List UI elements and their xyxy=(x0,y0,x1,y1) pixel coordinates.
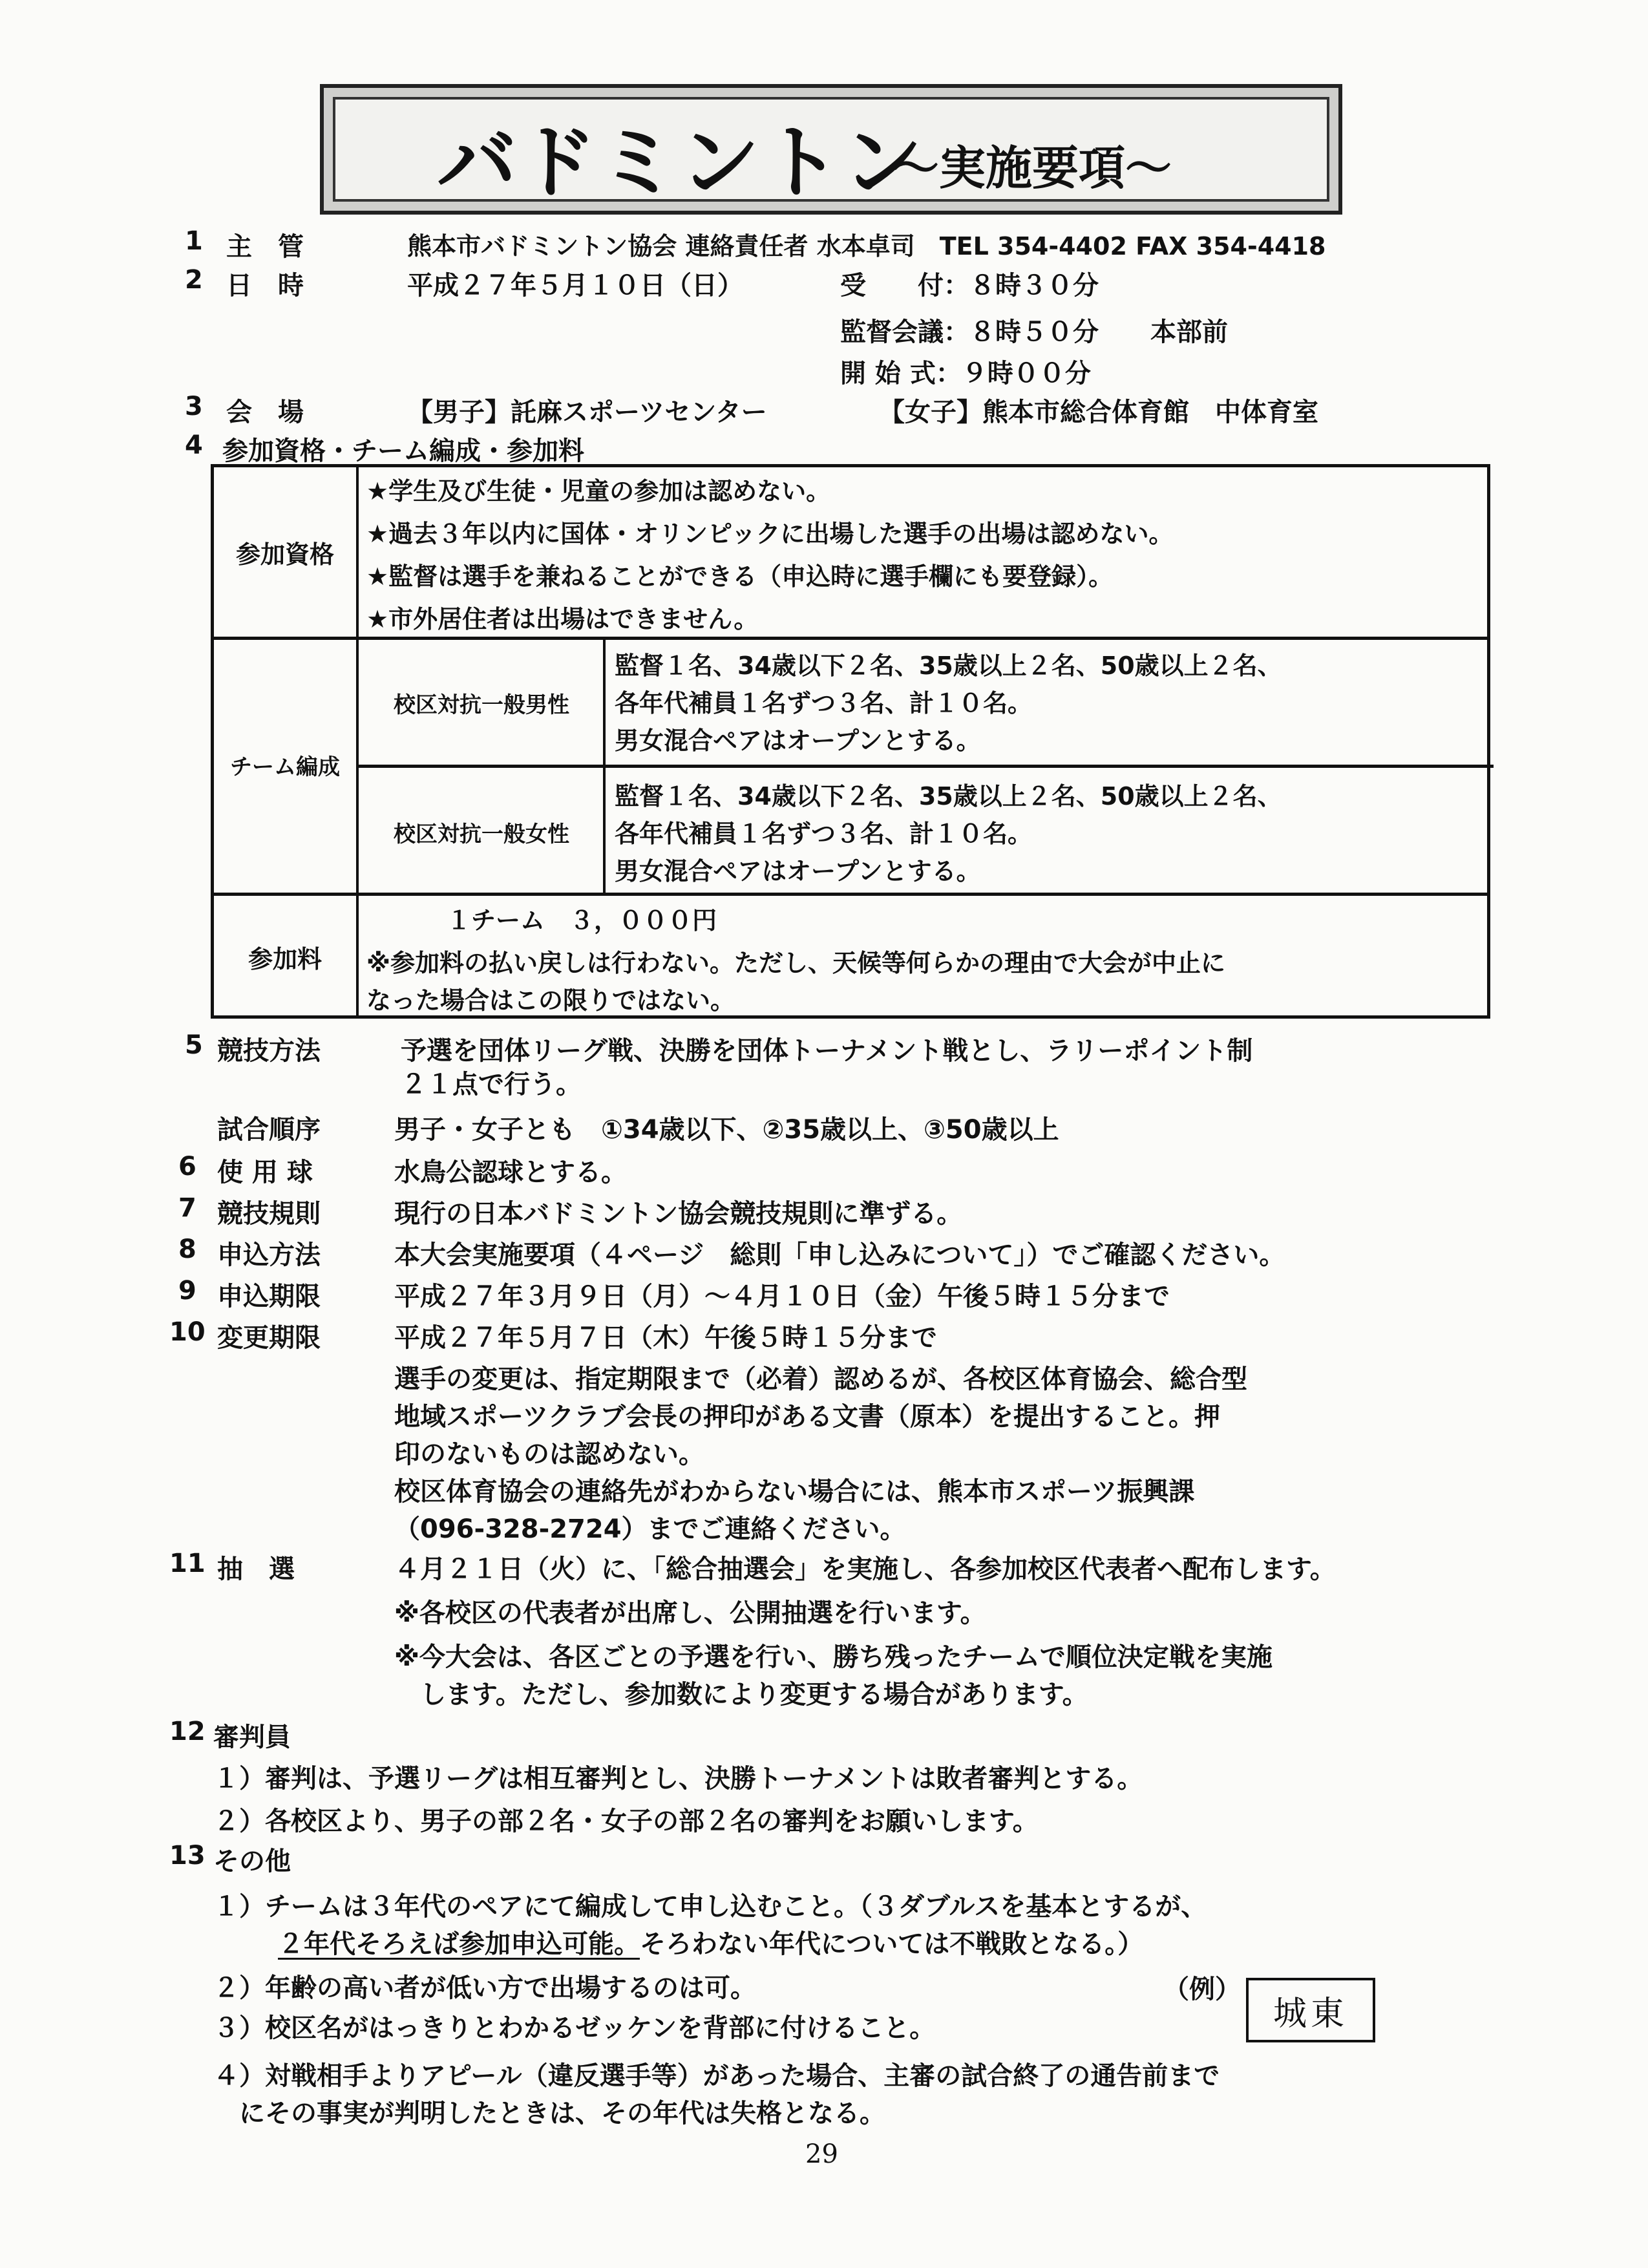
lottery-line-4: します。ただし、参加数により変更する場合があります。 xyxy=(394,1680,1088,1710)
method-line-2: ２１点で行う。 xyxy=(401,1070,582,1099)
apply-deadline-text: 平成２７年３月９日（月）～４月１０日（金）午後５時１５分まで xyxy=(394,1282,1170,1311)
team-men-label: 校区対抗一般男性 xyxy=(394,692,569,718)
venue-men: 【男子】託麻スポーツセンター xyxy=(407,397,767,427)
other-line-1b-rest: そろわない年代については不戦敗となる。） xyxy=(640,1929,1144,1959)
rules-label: 競技規則 xyxy=(217,1199,321,1229)
change-deadline-label: 変更期限 xyxy=(217,1323,321,1353)
schedule-meeting: 監督会議：８時５０分 本部前 xyxy=(840,317,1228,347)
order-text: 男子・女子とも ①34歳以下、②35歳以上、③50歳以上 xyxy=(394,1115,1059,1145)
fee-label: 参加料 xyxy=(248,945,322,973)
change-line-5: （096-328-2724）までご連絡ください。 xyxy=(394,1514,906,1544)
item-number-8: 8 xyxy=(178,1235,196,1264)
example-zekken-box xyxy=(1246,1978,1375,2042)
change-line-1: 選手の変更は、指定期限まで（必着）認めるが、各校区体育協会、総合型 xyxy=(394,1364,1247,1394)
change-deadline-text: 平成２７年５月７日（木）午後５時１５分まで xyxy=(394,1323,937,1353)
item-number-6: 6 xyxy=(178,1152,196,1182)
change-line-3: 印のないものは認めない。 xyxy=(394,1439,704,1469)
title-main: バドミントン xyxy=(437,116,924,209)
fee-line-1: ※参加料の払い戻しは行わない。ただし、天候等何らかの理由で大会が中止に xyxy=(366,949,1225,977)
example-label: （例） xyxy=(1163,1975,1241,2004)
participation-table xyxy=(211,464,1490,1019)
eligibility-heading: 参加資格・チーム編成・参加料 xyxy=(222,436,584,466)
change-line-2: 地域スポーツクラブ会長の押印がある文書（原本）を提出すること。押 xyxy=(394,1402,1220,1432)
team-men-line-3: 男女混合ペアはオープンとする。 xyxy=(615,726,981,755)
referee-line-2: ２）各校区より、男子の部２名・女子の部２名の審判をお願いします。 xyxy=(213,1807,1039,1836)
schedule-reception: 受 付：８時３０分 xyxy=(840,271,1099,301)
method-line-1: 予選を団体リーグ戦、決勝を団体トーナメント戦とし、ラリーポイント制 xyxy=(401,1036,1253,1066)
date-label: 日 時 xyxy=(226,271,304,301)
organizer-text: 熊本市バドミントン協会 連絡責任者 水本卓司 TEL 354-4402 FAX 354-4418 xyxy=(407,232,1326,260)
other-line-4b: にその事実が判明したときは、その年代は失格となる。 xyxy=(213,2099,885,2128)
referee-label: 審判員 xyxy=(213,1722,291,1752)
qualification-line-2: ★過去３年以内に国体・オリンピックに出場した選手の出場は認めない。 xyxy=(366,520,1174,548)
item-number-2: 2 xyxy=(185,265,203,295)
qualification-line-4: ★市外居住者は出場はできません。 xyxy=(366,605,759,633)
other-line-1: １）チームは３年代のペアにて編成して申し込むこと。（３ダブルスを基本とするが、 xyxy=(213,1892,1207,1922)
qualification-label: 参加資格 xyxy=(235,540,334,569)
qualification-line-1: ★学生及び生徒・児童の参加は認めない。 xyxy=(366,477,831,505)
change-line-4: 校区体育協会の連絡先がわからない場合には、熊本市スポーツ振興課 xyxy=(394,1477,1195,1507)
other-line-1b-underlined: ２年代そろえば参加申込可能。 xyxy=(278,1929,640,1959)
organizer-label: 主 管 xyxy=(226,232,304,262)
referee-line-1: １）審判は、予選リーグは相互審判とし、決勝トーナメントは敗者審判とする。 xyxy=(213,1764,1143,1794)
item-number-11: 11 xyxy=(169,1549,206,1578)
item-number-7: 7 xyxy=(178,1193,196,1223)
apply-method-text: 本大会実施要項（４ページ 総則「申し込みについて」）でご確認ください。 xyxy=(394,1240,1285,1270)
item-number-3: 3 xyxy=(185,392,203,421)
item-number-10: 10 xyxy=(169,1317,206,1347)
ball-label: 使 用 球 xyxy=(217,1158,313,1187)
venue-label: 会 場 xyxy=(226,397,304,427)
apply-method-label: 申込方法 xyxy=(217,1240,321,1270)
page-number: 29 xyxy=(805,2139,838,2169)
team-women-label: 校区対抗一般女性 xyxy=(394,821,569,847)
lottery-line-1: ４月２１日（火）に、「総合抽選会」を実施し、各参加校区代表者へ配布します。 xyxy=(394,1554,1336,1584)
item-number-1: 1 xyxy=(185,226,203,256)
fee-line-2: なった場合はこの限りではない。 xyxy=(366,986,735,1015)
lottery-line-3: ※今大会は、各区ごとの予選を行い、勝ち残ったチームで順位決定戦を実施 xyxy=(394,1642,1273,1672)
date-text: 平成２７年５月１０日（日） xyxy=(407,271,743,301)
team-men-line-2: 各年代補員１名ずつ３名、計１０名。 xyxy=(615,689,1033,717)
other-line-2: ２）年齢の高い者が低い方で出場するのは可。 xyxy=(213,1973,756,2003)
fee-amount: １チーム ３，０００円 xyxy=(447,906,717,935)
team-men-line-1: 監督１名、34歳以下２名、35歳以上２名、50歳以上２名、 xyxy=(615,652,1282,680)
rules-text: 現行の日本バドミントン協会競技規則に準ずる。 xyxy=(394,1199,963,1229)
item-number-12: 12 xyxy=(169,1717,206,1746)
team-women-line-3: 男女混合ペアはオープンとする。 xyxy=(615,857,981,885)
order-label: 試合順序 xyxy=(217,1115,321,1145)
team-women-line-1: 監督１名、34歳以下２名、35歳以上２名、50歳以上２名、 xyxy=(615,782,1282,811)
team-women-line-2: 各年代補員１名ずつ３名、計１０名。 xyxy=(615,820,1033,848)
team-label: チーム編成 xyxy=(230,754,340,780)
qualification-line-3: ★監督は選手を兼ねることができる（申込時に選手欄にも要登録）。 xyxy=(366,562,1114,591)
item-number-9: 9 xyxy=(178,1276,196,1306)
title-sub: ～実施要項～ xyxy=(893,141,1172,195)
example-zekken-text: 城東 xyxy=(1273,1994,1348,2033)
ball-text: 水鳥公認球とする。 xyxy=(394,1158,627,1187)
other-label: その他 xyxy=(213,1847,291,1876)
item-number-4: 4 xyxy=(185,430,203,460)
other-line-1b xyxy=(278,1924,1143,1960)
title-banner xyxy=(320,84,1342,215)
other-line-3: ３）校区名がはっきりとわかるゼッケンを背部に付けること。 xyxy=(213,2013,936,2043)
other-line-4a: ４）対戦相手よりアピール（違反選手等）があった場合、主審の試合終了の通告前まで xyxy=(213,2061,1220,2091)
apply-deadline-label: 申込期限 xyxy=(217,1282,321,1311)
item-number-5: 5 xyxy=(185,1030,203,1060)
lottery-line-2: ※各校区の代表者が出席し、公開抽選を行います。 xyxy=(394,1598,986,1628)
item-number-13: 13 xyxy=(169,1841,206,1871)
lottery-label: 抽 選 xyxy=(217,1554,295,1584)
schedule-opening: 開 始 式：９時００分 xyxy=(840,359,1091,388)
method-label: 競技方法 xyxy=(217,1036,321,1066)
venue-women: 【女子】熊本市総合体育館 中体育室 xyxy=(879,397,1318,427)
